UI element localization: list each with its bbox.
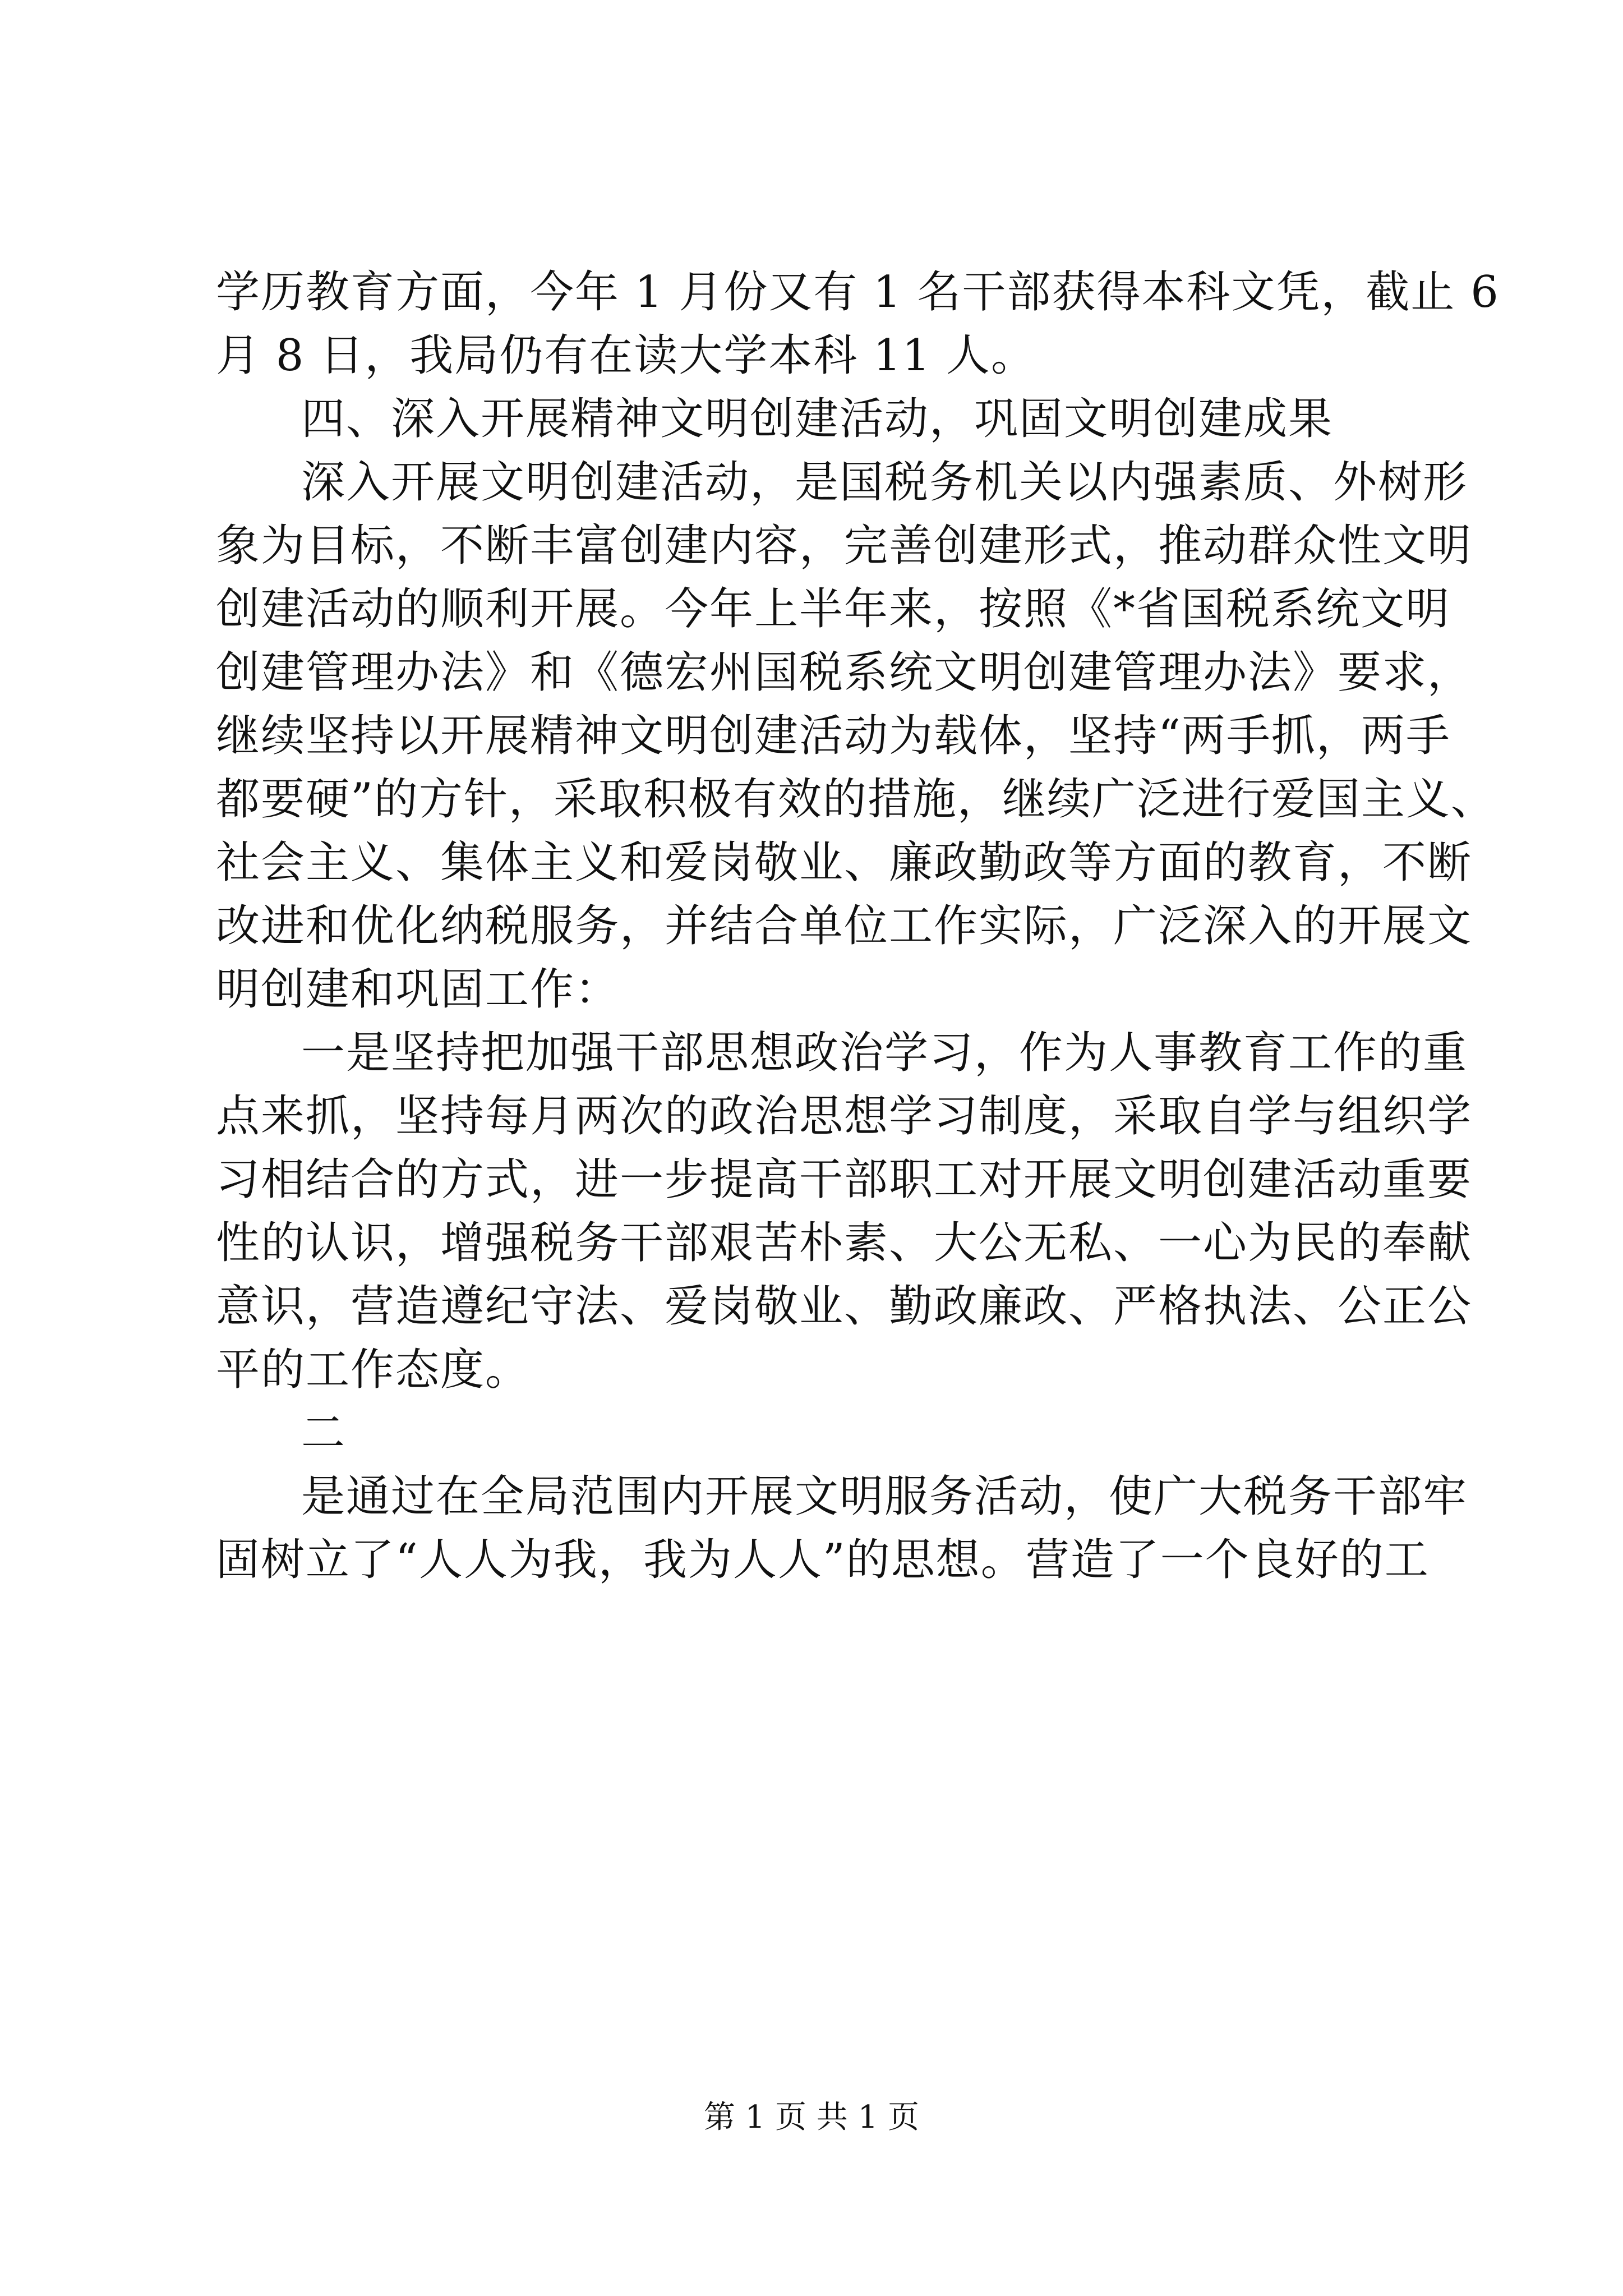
text-line-14: 点来抓，坚持每月两次的政治思想学习制度，采取自学与组织学	[216, 1091, 1473, 1142]
text-line-7: 创建管理办法》和《德宏州国税系统文明创建管理办法》要求，	[216, 647, 1473, 698]
text-line-9: 都要硬”的方针，采取积极有效的措施，继续广泛进行爱国主义、	[216, 774, 1496, 825]
text-line-18: 平的工作态度。	[216, 1345, 531, 1395]
document-body	[216, 261, 1500, 1592]
text-line-5: 象为目标，不断丰富创建内容，完善创建形式，推动群众性文明	[216, 521, 1473, 571]
text-line-21: 固树立了“人人为我，我为人人”的思想。营造了一个良好的工	[216, 1535, 1430, 1585]
section-heading: 四、深入开展精神文明创建活动，巩固文明创建成果	[301, 394, 1334, 444]
page-footer: 第 1 页 共 1 页	[703, 2099, 920, 2136]
text-line-15: 习相结合的方式，进一步提高干部职工对开展文明创建活动重要	[216, 1154, 1473, 1205]
text-line-6: 创建活动的顺利开展。今年上半年来，按照《*省国税系统文明	[216, 584, 1451, 634]
text-line-4: 深入开展文明创建活动，是国税务机关以内强素质、外树形	[301, 457, 1468, 508]
text-line-13: 一是坚持把加强干部思想政治学习，作为人事教育工作的重	[301, 1028, 1468, 1078]
text-line-17: 意识，营造遵纪守法、爱岗敬业、勤政廉政、严格执法、公正公	[216, 1281, 1473, 1332]
text-line-10: 社会主义、集体主义和爱岗敬业、廉政勤政等方面的教育，不断	[216, 838, 1473, 888]
text-line-2: 月 8 日，我局仍有在读大学本科 11 人。	[216, 330, 1036, 381]
text-line-16: 性的认识，增强税务干部艰苦朴素、大公无私、一心为民的奉献	[216, 1218, 1473, 1268]
text-line-11: 改进和优化纳税服务，并结合单位工作实际，广泛深入的开展文	[216, 901, 1473, 951]
text-line-12: 明创建和巩固工作：	[216, 964, 620, 1015]
text-line-19: 二	[301, 1408, 347, 1458]
text-line-20: 是通过在全局范围内开展文明服务活动，使广大税务干部牢	[301, 1471, 1468, 1522]
text-line-8: 继续坚持以开展精神文明创建活动为载体，坚持“两手抓，两手	[216, 711, 1451, 761]
text-line-1: 学历教育方面，今年 1 月份又有 1 名干部获得本科文凭，截止 6	[216, 267, 1500, 318]
